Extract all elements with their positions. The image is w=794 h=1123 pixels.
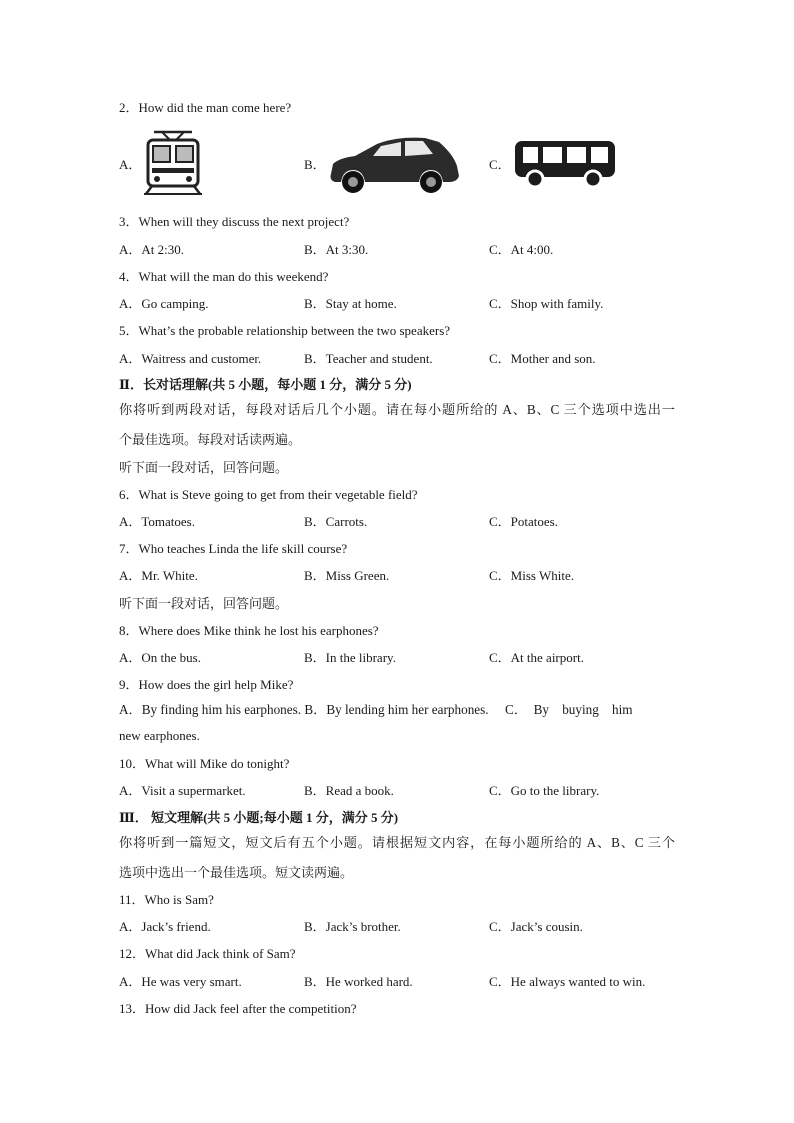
q5-option-a[interactable]: A．Waitress and customer. xyxy=(119,351,262,366)
question-4: 4．What will the man do this weekend? xyxy=(119,269,329,284)
question-2: 2．How did the man come here? xyxy=(119,100,292,115)
q2-option-c-label[interactable]: C． xyxy=(489,157,511,172)
section-3-intro-line-1: 你将听到一篇短文，短文后有五个小题。请根据短文内容，在每小题所给的 A、B、C 三个 xyxy=(119,835,675,850)
q8-option-b[interactable]: B．In the library. xyxy=(304,650,396,665)
question-5: 5．What’s the probable relationship between the two speakers? xyxy=(119,323,451,338)
q9-options-line-2[interactable]: new earphones. xyxy=(119,728,200,743)
q4-option-b[interactable]: B．Stay at home. xyxy=(304,296,397,311)
q2-option-b-label[interactable]: B． xyxy=(304,157,326,172)
q3-option-b[interactable]: B．At 3:30. xyxy=(304,242,369,257)
question-13: 13．How did Jack feel after the competition? xyxy=(119,1001,357,1016)
q6-option-a[interactable]: A．Tomatoes. xyxy=(119,514,195,529)
q12-option-a[interactable]: A．He was very smart. xyxy=(119,974,242,989)
q6-option-c[interactable]: C．Potatoes. xyxy=(489,514,558,529)
q4-option-a[interactable]: A．Go camping. xyxy=(119,296,209,311)
dialog-2-instruction: 听下面一段对话，回答问题。 xyxy=(119,596,289,611)
question-10: 10．What will Mike do tonight? xyxy=(119,756,290,771)
section-2-title: Ⅱ．长对话理解(共 5 小题，每小题 1 分，满分 5 分) xyxy=(119,377,412,392)
question-7: 7．Who teaches Linda the life skill course? xyxy=(119,541,348,556)
question-11: 11．Who is Sam? xyxy=(119,892,214,907)
section-3-intro-line-2: 选项中选出一个最佳选项。短文读两遍。 xyxy=(119,865,354,880)
q12-option-b[interactable]: B．He worked hard. xyxy=(304,974,413,989)
q8-option-a[interactable]: A．On the bus. xyxy=(119,650,201,665)
q12-option-c[interactable]: C．He always wanted to win. xyxy=(489,974,646,989)
q7-option-b[interactable]: B．Miss Green. xyxy=(304,568,390,583)
q11-option-b[interactable]: B．Jack’s brother. xyxy=(304,919,401,934)
q3-option-a[interactable]: A．At 2:30. xyxy=(119,242,185,257)
train-icon xyxy=(142,128,204,196)
dialog-1-instruction: 听下面一段对话，回答问题。 xyxy=(119,460,289,475)
section-3-title: Ⅲ． 短文理解(共 5 小题;每小题 1 分，满分 5 分) xyxy=(119,810,399,825)
q2-option-a-label[interactable]: A． xyxy=(119,157,142,172)
question-8: 8．Where does Mike think he lost his earphones? xyxy=(119,623,379,638)
q8-option-c[interactable]: C．At the airport. xyxy=(489,650,584,665)
section-2-intro-line-2: 个最佳选项。每段对话读两遍。 xyxy=(119,432,302,447)
question-6: 6．What is Steve going to get from their vegetable field? xyxy=(119,487,418,502)
question-12: 12．What did Jack think of Sam? xyxy=(119,946,296,961)
q9-options-line-1[interactable]: A．By finding him his earphones. B．By lending him her earphones. C． By buying him xyxy=(119,702,633,717)
q11-option-c[interactable]: C．Jack’s cousin. xyxy=(489,919,583,934)
q3-option-c[interactable]: C．At 4:00. xyxy=(489,242,554,257)
q5-option-b[interactable]: B．Teacher and student. xyxy=(304,351,433,366)
q7-option-a[interactable]: A．Mr. White. xyxy=(119,568,198,583)
question-3: 3．When will they discuss the next project? xyxy=(119,214,350,229)
bus-icon xyxy=(513,139,619,191)
question-9: 9．How does the girl help Mike? xyxy=(119,677,294,692)
q10-option-a[interactable]: A．Visit a supermarket. xyxy=(119,783,246,798)
q4-option-c[interactable]: C．Shop with family. xyxy=(489,296,604,311)
car-icon xyxy=(325,132,463,196)
q5-option-c[interactable]: C．Mother and son. xyxy=(489,351,596,366)
q11-option-a[interactable]: A．Jack’s friend. xyxy=(119,919,211,934)
section-2-intro-line-1: 你将听到两段对话，每段对话后几个小题。请在每小题所给的 A、B、C 三个选项中选出一 xyxy=(119,402,675,417)
q10-option-c[interactable]: C．Go to the library. xyxy=(489,783,600,798)
q6-option-b[interactable]: B．Carrots. xyxy=(304,514,368,529)
q7-option-c[interactable]: C．Miss White. xyxy=(489,568,574,583)
q10-option-b[interactable]: B．Read a book. xyxy=(304,783,394,798)
